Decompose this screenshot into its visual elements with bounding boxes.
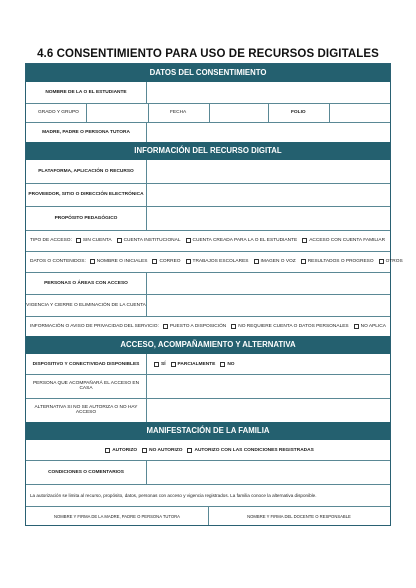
option-sin-cuenta[interactable]: SIN CUENTA	[72, 238, 112, 243]
option-no-aplica[interactable]: NO APLICA	[350, 324, 386, 329]
option-no[interactable]: NO	[216, 362, 234, 367]
option-cuenta-institucional[interactable]: CUENTA INSTITUCIONAL	[113, 238, 181, 243]
input-vigencia[interactable]	[147, 295, 389, 315]
label-madre-padre: MADRE, PADRE O PERSONA TUTORA	[42, 129, 130, 135]
checkbox[interactable]	[379, 259, 384, 264]
label-tipo-acceso: TIPO DE ACCESO:	[30, 238, 72, 243]
checkbox[interactable]	[117, 238, 122, 243]
option-puesto-disposicion[interactable]: PUESTO A DISPOSICIÓN	[159, 324, 226, 329]
option-autorizo-condiciones[interactable]: AUTORIZO CON LAS CONDICIONES REGISTRADAS	[183, 448, 313, 453]
label-grado-grupo: GRADO Y GRUPO	[38, 110, 79, 115]
option-cuenta-familiar[interactable]: ACCESO CON CUENTA FAMILIAR	[298, 238, 385, 243]
label-vigencia: VIGENCIA Y CIERRE O ELIMINACIÓN DE LA CUENTA	[26, 302, 146, 308]
input-acompana[interactable]	[147, 375, 389, 397]
option-autorizo[interactable]: AUTORIZO	[101, 448, 137, 453]
row-tipo-acceso	[30, 230, 388, 251]
option-si[interactable]: SÍ	[150, 362, 166, 367]
section-acceso-header: ACCESO, ACOMPAÑAMIENTO Y ALTERNATIVA	[26, 336, 390, 354]
input-alternativa[interactable]	[147, 399, 389, 421]
label-personas-areas: PERSONAS O ÁREAS CON ACCESO	[44, 280, 128, 286]
input-madre-padre[interactable]	[147, 123, 389, 141]
option-trabajos[interactable]: TRABAJOS ESCOLARES	[182, 259, 249, 264]
checkbox[interactable]	[301, 259, 306, 264]
label-acompana: PERSONA QUE ACOMPAÑARÁ EL ACCESO EN CASA	[32, 381, 140, 391]
checkbox[interactable]	[105, 448, 110, 453]
input-proposito[interactable]	[147, 207, 389, 229]
label-plataforma: PLATAFORMA, APLICACIÓN O RECURSO	[38, 169, 134, 174]
option-no-requiere[interactable]: NO REQUIERE CUENTA O DATOS PERSONALES	[227, 324, 348, 329]
checkbox[interactable]	[220, 362, 225, 367]
input-nombre-estudiante[interactable]	[147, 83, 389, 102]
checkbox[interactable]	[186, 259, 191, 264]
checkbox[interactable]	[186, 238, 191, 243]
input-fecha[interactable]	[210, 104, 268, 121]
checkbox[interactable]	[187, 448, 192, 453]
section-familia-header: MANIFESTACIÓN DE LA FAMILIA	[26, 422, 390, 440]
checkbox[interactable]	[154, 362, 159, 367]
checkbox[interactable]	[171, 362, 176, 367]
section-datos-header: DATOS DEL CONSENTIMIENTO	[26, 64, 390, 82]
firma-familia-label: NOMBRE Y FIRMA DE LA MADRE, PADRE O PERSONA TUTORA	[54, 513, 180, 519]
input-folio[interactable]	[330, 104, 389, 121]
divider	[148, 103, 149, 122]
label-datos-contenidos: DATOS O CONTENIDOS:	[30, 259, 86, 264]
row-datos-contenidos	[30, 251, 403, 272]
label-proveedor: PROVEEDOR, SITIO O DIRECCIÓN ELECTRÓNICA	[28, 192, 144, 197]
divider	[268, 103, 269, 122]
label-aviso: INFORMACIÓN O AVISO DE PRIVACIDAD DEL SERVICIO:	[30, 323, 159, 329]
input-condiciones[interactable]	[147, 461, 389, 483]
label-nombre-estudiante: NOMBRE DE LA O EL ESTUDIANTE	[45, 90, 127, 95]
input-personas-areas[interactable]	[147, 273, 389, 293]
checkbox[interactable]	[163, 324, 168, 329]
checkbox[interactable]	[354, 324, 359, 329]
firma-docente-label: NOMBRE Y FIRMA DEL DOCENTE O RESPONSABLE	[247, 513, 351, 519]
label-dispositivo: DISPOSITIVO Y CONECTIVIDAD DISPONIBLES	[32, 361, 140, 367]
option-otros[interactable]: OTROS	[375, 259, 403, 264]
input-proveedor[interactable]	[147, 184, 389, 205]
label-proposito: PROPÓSITO PEDAGÓGICO	[54, 215, 118, 221]
option-imagen-voz[interactable]: IMAGEN O VOZ	[250, 259, 296, 264]
input-plataforma[interactable]	[147, 161, 389, 182]
autoriza-options	[26, 440, 390, 460]
option-no-autorizo[interactable]: NO AUTORIZO	[138, 448, 182, 453]
option-parcialmente[interactable]: PARCIALMENTE	[167, 362, 216, 367]
checkbox[interactable]	[302, 238, 307, 243]
label-alternativa: ALTERNATIVA SI NO SE AUTORIZA O NO HAY ACCESO	[34, 405, 138, 415]
checkbox[interactable]	[152, 259, 157, 264]
label-folio: FOLIO	[291, 110, 306, 115]
option-cuenta-estudiante[interactable]: CUENTA CREADA PARA LA O EL ESTUDIANTE	[182, 238, 298, 243]
option-correo[interactable]: CORREO	[148, 259, 180, 264]
nota-autorizacion: La autorización se limita al recurso, propósito, datos, personas con acceso y vigencia registrados. La familia conoce la alternativa disponible.	[30, 492, 317, 498]
checkbox[interactable]	[76, 238, 81, 243]
page-title: 4.6 CONSENTIMIENTO PARA USO DE RECURSOS DIGITALES	[37, 48, 379, 60]
label-condiciones: CONDICIONES O COMENTARIOS	[48, 469, 124, 475]
dispositivo-options	[150, 354, 388, 374]
option-resultados[interactable]: RESULTADOS O PROGRESO	[297, 259, 374, 264]
checkbox[interactable]	[90, 259, 95, 264]
checkbox[interactable]	[231, 324, 236, 329]
checkbox[interactable]	[142, 448, 147, 453]
label-fecha: FECHA	[170, 110, 187, 115]
checkbox[interactable]	[254, 259, 259, 264]
row-aviso-privacidad	[30, 316, 388, 336]
input-grado-grupo[interactable]	[87, 104, 147, 121]
option-nombre-iniciales[interactable]: NOMBRE O INICIALES	[86, 259, 148, 264]
section-recurso-header: INFORMACIÓN DEL RECURSO DIGITAL	[26, 142, 390, 160]
